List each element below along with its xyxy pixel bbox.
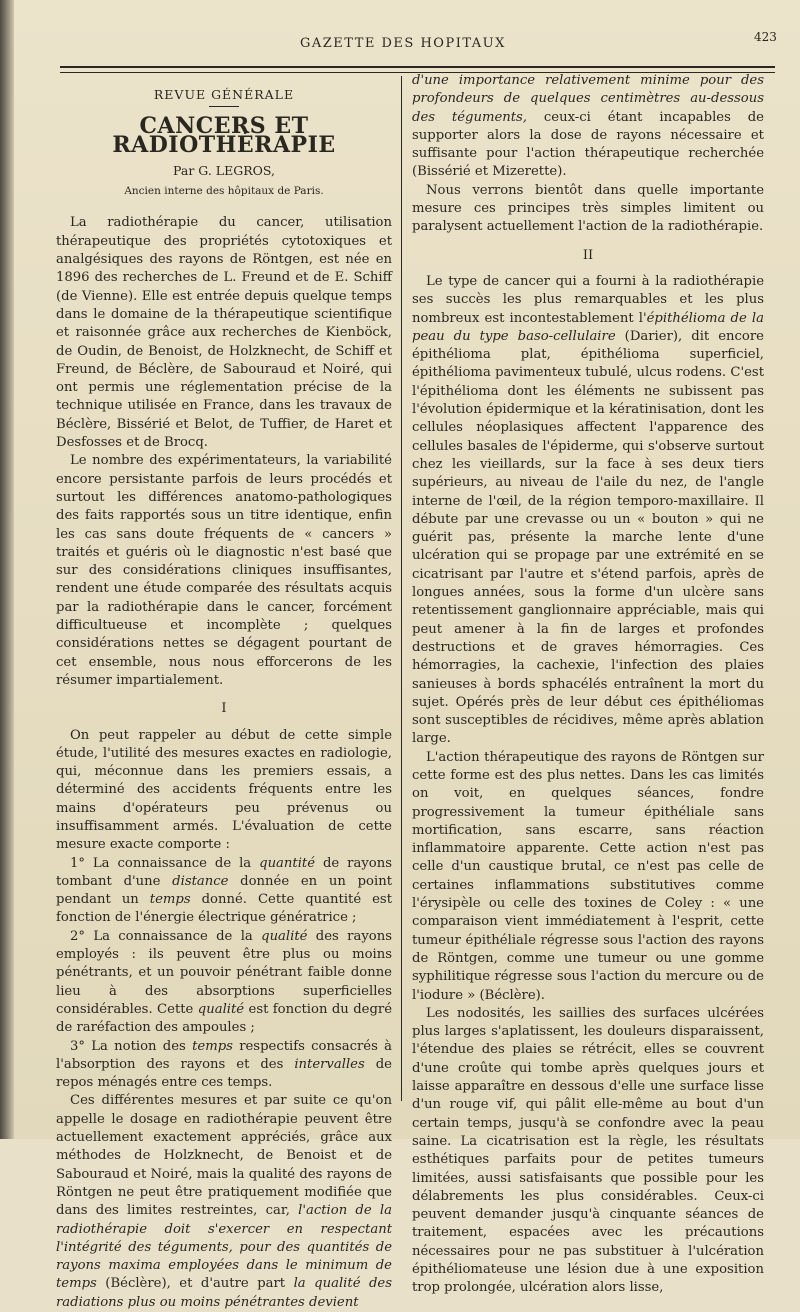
rubric: REVUE GÉNÉRALE bbox=[153, 87, 295, 102]
paragraph-continued: d'une importance relativement minime pour des profondeurs de quelques centimètres au-dessous des téguments, ceux-ci étant incapables de supporter alors la dose de rayons nécessaire et suffisante pour l'action thérapeutique recherchée (Bissérié et Mizerette). bbox=[412, 73, 764, 180]
paragraph: La radiothérapie du cancer, utilisation thérapeutique des propriétés cytotoxiques et analgésiques des rayons de Röntgen, est née en 1896 des recherches de L. Freund et de E. Schiff (de Vienne). Elle est entrée depuis quelque temps dans le domaine de la thérapeutique scientifique et raisonnée grâce aux recherches de Kienböck, de Oudin, de Benoist, de Holzknecht, de Schiff et Freund, de Béclère, de Sabouraud et Noiré, qui ont permis une réglementation précise de la technique utilisée en France, dans les travaux de Béclère, Bissérié et Belot, de Tuffier, de Haret et Desfosses et de Brocq. bbox=[56, 215, 392, 451]
paragraph: Le nombre des expérimentateurs, la variabilité encore persistante parfois de leurs procédés et surtout les différences anatomo-pathologiques des faits rapportés sous un titre identique, enfin les cas sans doute fréquents de « cancers » traités et guéris où le diagnostic n'est basé que sur des considérations cliniques insuffisantes, rendent une étude comparée des résultats acquis par la radiothérapie dans le cancer, forcément difficultueuse et incomplète ; quelques considérations nettes se dégagent pourtant de cet ensemble, nous nous efforcerons de les résumer impartialement. bbox=[56, 453, 392, 688]
section-heading-2: II bbox=[582, 247, 594, 263]
list-item-quality: 2° La connaissance de la qualité des rayons employés : ils peuvent être plus ou moins pénétrants, et un pouvoir pénétrant faible donne lieu à des absorptions superficielles considérables. Cette qualité est fonction du degré de raréfaction des ampoules ; bbox=[56, 928, 392, 1036]
right-column bbox=[412, 72, 764, 1298]
header-rule-thick bbox=[60, 66, 775, 68]
paragraph: Ces différentes mesures et par suite ce qu'on appelle le dosage en radiothérapie peuvent être actuellement exactement appréciés, grâce aux méthodes de Holzknecht, de Benoist et de Sabouraud et Noiré, mais la qualité des rayons de Röntgen ne peut être pratiquement modifiée que dans des limites restreintes, car, l'action de la radiothérapie doit s'exercer en respectant l'intégrité des téguments, pour des quantités de rayons maxima employées dans le minimum de temps (Béclère), et d'autre part la qualité des radiations plus ou moins pénétrantes devient bbox=[56, 1093, 392, 1310]
author-line: Par G. LEGROS, bbox=[173, 162, 275, 178]
paragraph: On peut rappeler au début de cette simple étude, l'utilité des mesures exactes en radiologie, qui, méconnue dans les premiers essais, a déterminé des accidents fréquents entre les mains d'opérateurs peu prévenus ou insuffisamment armés. L'évaluation de cette mesure exacte comporte : bbox=[56, 727, 392, 853]
paragraph: L'action thérapeutique des rayons de Röntgen sur cette forme est des plus nettes. Dans les cas limités on voit, en quelques séances, fondre progressivement la tumeur épithéliale sans mortification, sans escarre, sans réaction inflammatoire apparente. Cette action n'est pas celle d'un caustique brutal, ce n'est pas celle de certaines inflammations substitutives comme l'érysipèle ou celle des toxines de Coley : « une comparaison vient immédiatement à l'esprit, cette tumeur épithéliale régresse sous l'action des rayons de Röntgen, comme une tumeur ou une gomme syphilitique régresse sous l'action du mercure ou de l'iodure » (Béclère). bbox=[412, 749, 764, 1003]
article-title: CANCERS ET RADIOTHÉRAPIE bbox=[112, 113, 336, 158]
section-heading-1: I bbox=[221, 701, 227, 717]
page-number: 423 bbox=[754, 30, 777, 44]
left-column bbox=[56, 80, 392, 1312]
rubric-rule bbox=[209, 106, 239, 107]
book-binding-edge bbox=[0, 0, 14, 1139]
paragraph: Les nodosités, les saillies des surfaces ulcérées plus larges s'aplatissent, les douleurs disparaissent, l'étendue des plaies se rétrécit, elles se couvrent d'une croûte qui tombe après quelques jours et laisse apparaître en dessous d'elle une surface lisse d'un rouge vif, qui pâlit elle-même au bout d'un certain temps, jusqu'à se confondre avec la peau saine. La cicatrisation est la règle, les résultats esthétiques parfaits pour de petites tumeurs limitées, aussi satisfaisants que possible pour les délabrements les plus considérables. Ceux-ci peuvent demander jusqu'à cinquante séances de traitement, espacées avec les précautions nécessaires pour ne pas substituer à l'ulcération épithéliomateuse une lésion due à une exposition trop prolongée, ulcération alors lisse, bbox=[412, 1005, 764, 1296]
column-divider bbox=[401, 76, 402, 1101]
author-affiliation: Ancien interne des hôpitaux de Paris. bbox=[124, 185, 324, 198]
paragraph: Nous verrons bientôt dans quelle importante mesure ces principes très simples limitent ou paralysent actuellement l'action de la radiothérapie. bbox=[412, 182, 764, 235]
list-item-quantity: 1° La connaissance de la quantité de rayons tombant d'une distance donnée en un point pendant un temps donné. Cette quantité est fonction de l'énergie électrique génératrice ; bbox=[56, 855, 392, 926]
running-head: GAZETTE DES HOPITAUX bbox=[300, 36, 506, 51]
paragraph: Le type de cancer qui a fourni à la radiothérapie ses succès les plus remarquables et les plus nombreux est incontestablement l'épithélioma de la peau du type baso-cellulaire (Darier), dit encore épithélioma plat, épithélioma superficiel, épithélioma pavimenteux tubulé, ulcus rodens. C'est l'épithélioma dont les éléments ne subissent pas l'évolution épidermique et la kératinisation, dont les cellules néoplasiques affectent l'apparence des cellules basales de l'épiderme, qui s'observe surtout chez les vieillards, sur la face à ses deux tiers supérieurs, au niveau de l'aile du nez, de l'angle interne de l'œil, de la région temporo-maxillaire. Il débute par une crevasse ou un « bouton » qui ne guérit pas, présente la marche lente d'une ulcération qui se propage par une extrémité en se cicatrisant par l'autre et s'étend parfois, après de longues années, sous la forme d'un ulcère sans retentissement ganglionnaire appréciable, mais qui peut amener à la fin de larges et profondes destructions et de graves hémorragies. Ces hémorragies, la cachexie, l'infection des plaies sanieuses à bords sphacélés entraînent la mort du sujet. Opérés près de leur début ces épithéliomas sont susceptibles de récidives, même après ablation large. bbox=[412, 273, 764, 747]
list-item-time: 3° La notion des temps respectifs consacrés à l'absorption des rayons et des intervalles de repos ménagés entre ces temps. bbox=[56, 1038, 392, 1091]
